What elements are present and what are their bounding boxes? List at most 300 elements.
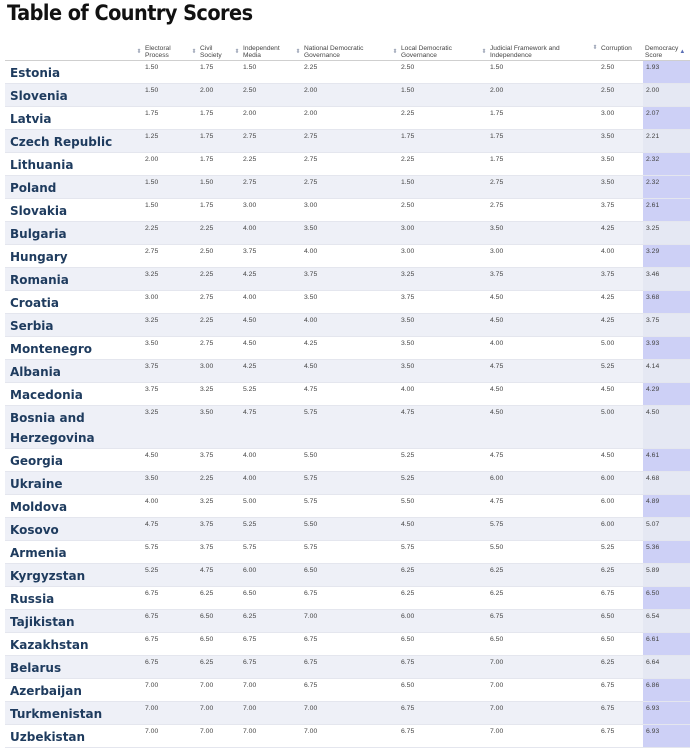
score-cell: 3.25: [190, 383, 233, 406]
democracy-score-cell: 2.07: [643, 107, 690, 130]
table-row: [5, 656, 690, 679]
democracy-score-cell: 4.89: [643, 495, 690, 518]
democracy-score-cell: 6.93: [643, 702, 690, 725]
score-cell: 1.75: [190, 153, 233, 176]
score-cell: 4.00: [233, 472, 294, 495]
score-cell: 1.75: [190, 130, 233, 153]
score-cell: 6.75: [294, 587, 391, 610]
score-cell: 2.00: [135, 153, 190, 176]
country-name: Armenia: [5, 541, 135, 564]
score-cell: 4.75: [294, 383, 391, 406]
score-cell: 5.00: [233, 495, 294, 518]
score-cell: 2.50: [591, 61, 643, 84]
score-cell: 1.50: [233, 61, 294, 84]
score-cell: 5.25: [591, 541, 643, 564]
score-cell: 1.25: [135, 130, 190, 153]
country-name: Latvia: [5, 107, 135, 130]
column-header-label: Civil Society: [200, 44, 222, 60]
score-cell: 7.00: [480, 725, 591, 748]
score-cell: 5.25: [591, 360, 643, 383]
table-row: [5, 176, 690, 199]
score-cell: 4.50: [480, 291, 591, 314]
score-cell: 1.50: [391, 84, 480, 107]
sort-icon[interactable]: ⬍: [234, 48, 240, 55]
score-cell: 2.75: [294, 130, 391, 153]
score-cell: 7.00: [190, 679, 233, 702]
country-name: Czech Republic: [5, 130, 135, 153]
score-cell: 3.50: [591, 153, 643, 176]
score-cell: 6.25: [480, 587, 591, 610]
score-cell: 6.75: [391, 702, 480, 725]
democracy-score-cell: 3.29: [643, 245, 690, 268]
score-cell: 6.25: [190, 587, 233, 610]
score-cell: 6.75: [233, 656, 294, 679]
table-header-row: [5, 38, 690, 61]
score-cell: 2.75: [480, 176, 591, 199]
score-cell: 5.75: [135, 541, 190, 564]
score-cell: 6.25: [233, 610, 294, 633]
score-cell: 6.25: [480, 564, 591, 587]
score-cell: 3.75: [190, 518, 233, 541]
country-name: Hungary: [5, 245, 135, 268]
score-cell: 2.25: [391, 107, 480, 130]
score-cell: 4.25: [591, 314, 643, 337]
score-cell: 6.00: [591, 472, 643, 495]
score-cell: 1.75: [480, 153, 591, 176]
table-row: [5, 61, 690, 84]
column-header-label: Electoral Process: [145, 44, 171, 60]
score-cell: 4.00: [480, 337, 591, 360]
score-cell: 6.50: [233, 587, 294, 610]
democracy-score-cell: 4.14: [643, 360, 690, 383]
score-cell: 4.50: [233, 337, 294, 360]
sort-icon[interactable]: ⬍: [392, 48, 398, 55]
country-name: Tajikistan: [5, 610, 135, 633]
score-cell: 6.75: [294, 679, 391, 702]
score-cell: 3.50: [294, 291, 391, 314]
country-name: Slovakia: [5, 199, 135, 222]
score-cell: 4.50: [391, 518, 480, 541]
score-cell: 4.75: [391, 406, 480, 449]
score-cell: 1.50: [135, 84, 190, 107]
table-row: [5, 84, 690, 107]
country-name: Bulgaria: [5, 222, 135, 245]
score-cell: 4.75: [480, 360, 591, 383]
score-cell: 2.25: [190, 314, 233, 337]
score-cell: 5.50: [391, 495, 480, 518]
score-cell: 4.25: [233, 268, 294, 291]
country-name: Croatia: [5, 291, 135, 314]
score-cell: 3.25: [135, 406, 190, 449]
column-header-independent-media[interactable]: [233, 38, 294, 61]
score-cell: 4.50: [480, 406, 591, 449]
score-cell: 2.50: [190, 245, 233, 268]
table-row: [5, 107, 690, 130]
democracy-score-cell: 6.50: [643, 587, 690, 610]
score-cell: 4.00: [294, 314, 391, 337]
democracy-score-cell: 2.00: [643, 84, 690, 107]
score-cell: 5.75: [294, 541, 391, 564]
score-cell: 5.75: [294, 406, 391, 449]
score-cell: 6.00: [391, 610, 480, 633]
score-cell: 3.25: [135, 268, 190, 291]
score-cell: 6.75: [233, 633, 294, 656]
table-row: [5, 587, 690, 610]
column-header-label: Democracy Score: [645, 44, 679, 60]
democracy-score-cell: 3.75: [643, 314, 690, 337]
score-cell: 4.75: [233, 406, 294, 449]
score-cell: 4.50: [480, 314, 591, 337]
score-cell: 7.00: [135, 725, 190, 748]
score-cell: 6.75: [135, 610, 190, 633]
score-cell: 5.25: [233, 518, 294, 541]
score-cell: 6.50: [391, 633, 480, 656]
score-cell: 1.75: [391, 130, 480, 153]
score-cell: 4.00: [294, 245, 391, 268]
score-cell: 1.50: [135, 61, 190, 84]
score-cell: 3.25: [135, 314, 190, 337]
score-cell: 6.25: [591, 564, 643, 587]
score-cell: 5.25: [391, 449, 480, 472]
democracy-score-cell: 6.54: [643, 610, 690, 633]
score-cell: 2.25: [135, 222, 190, 245]
score-cell: 4.50: [294, 360, 391, 383]
score-cell: 1.75: [135, 107, 190, 130]
sort-icon[interactable]: ⬍: [136, 48, 142, 55]
score-cell: 3.75: [190, 449, 233, 472]
score-cell: 6.25: [391, 587, 480, 610]
score-cell: 2.25: [233, 153, 294, 176]
score-cell: 7.00: [294, 702, 391, 725]
table-row: [5, 518, 690, 541]
score-cell: 6.75: [591, 587, 643, 610]
score-cell: 3.50: [135, 337, 190, 360]
democracy-score-cell: 3.68: [643, 291, 690, 314]
country-name: Bosnia and Herzegovina: [5, 406, 135, 449]
score-cell: 2.75: [190, 291, 233, 314]
score-cell: 7.00: [480, 679, 591, 702]
score-cell: 6.25: [591, 656, 643, 679]
score-cell: 4.75: [135, 518, 190, 541]
score-cell: 4.75: [480, 495, 591, 518]
score-cell: 5.75: [480, 518, 591, 541]
score-cell: 6.00: [480, 472, 591, 495]
score-cell: 4.50: [591, 449, 643, 472]
score-cell: 3.50: [391, 360, 480, 383]
score-cell: 3.50: [135, 472, 190, 495]
country-name: Slovenia: [5, 84, 135, 107]
score-cell: 4.25: [233, 360, 294, 383]
democracy-score-cell: 1.93: [643, 61, 690, 84]
score-cell: 6.75: [294, 656, 391, 679]
column-header-local-democratic-governance[interactable]: [391, 38, 480, 61]
table-row: [5, 449, 690, 472]
score-cell: 2.00: [294, 107, 391, 130]
column-header-corruption[interactable]: [591, 38, 643, 61]
score-cell: 6.00: [591, 495, 643, 518]
country-column-header: [5, 38, 135, 61]
country-name: Estonia: [5, 61, 135, 84]
score-cell: 1.50: [480, 61, 591, 84]
score-cell: 4.50: [135, 449, 190, 472]
score-cell: 2.25: [190, 222, 233, 245]
score-cell: 3.25: [391, 268, 480, 291]
score-cell: 1.75: [190, 107, 233, 130]
score-cell: 3.75: [233, 245, 294, 268]
score-cell: 7.00: [294, 610, 391, 633]
column-header-label: Independent Media: [243, 44, 280, 60]
democracy-score-cell: 4.61: [643, 449, 690, 472]
democracy-score-cell: 4.50: [643, 406, 690, 449]
table-row: [5, 314, 690, 337]
score-cell: 2.00: [190, 84, 233, 107]
democracy-score-cell: 3.93: [643, 337, 690, 360]
score-cell: 7.00: [233, 725, 294, 748]
table-row: [5, 472, 690, 495]
score-cell: 5.75: [391, 541, 480, 564]
country-name: Albania: [5, 360, 135, 383]
score-cell: 3.75: [135, 383, 190, 406]
table-row: [5, 564, 690, 587]
table-row: [5, 360, 690, 383]
score-cell: 1.50: [391, 176, 480, 199]
score-cell: 2.00: [233, 107, 294, 130]
country-name: Lithuania: [5, 153, 135, 176]
score-cell: 2.25: [190, 268, 233, 291]
score-cell: 2.75: [135, 245, 190, 268]
table-row: [5, 725, 690, 748]
score-cell: 2.50: [233, 84, 294, 107]
column-header-national-democratic-governance[interactable]: [294, 38, 391, 61]
column-header-democracy-score[interactable]: [643, 38, 690, 61]
score-cell: 6.50: [591, 633, 643, 656]
score-cell: 2.75: [190, 337, 233, 360]
democracy-score-cell: 2.61: [643, 199, 690, 222]
score-cell: 3.00: [480, 245, 591, 268]
score-cell: 6.50: [480, 633, 591, 656]
score-cell: 6.75: [135, 633, 190, 656]
democracy-score-cell: 5.89: [643, 564, 690, 587]
score-cell: 7.00: [190, 702, 233, 725]
score-cell: 1.75: [190, 61, 233, 84]
country-name: Kosovo: [5, 518, 135, 541]
table-row: [5, 337, 690, 360]
democracy-score-cell: 6.64: [643, 656, 690, 679]
country-name: Kyrgyzstan: [5, 564, 135, 587]
sort-icon[interactable]: ⬍: [592, 44, 598, 51]
score-cell: 4.00: [233, 449, 294, 472]
score-cell: 3.00: [391, 245, 480, 268]
score-cell: 3.00: [233, 199, 294, 222]
score-cell: 3.75: [190, 541, 233, 564]
score-cell: 6.50: [591, 610, 643, 633]
score-cell: 4.00: [591, 245, 643, 268]
score-cell: 2.25: [391, 153, 480, 176]
democracy-score-cell: 6.86: [643, 679, 690, 702]
score-cell: 6.50: [190, 610, 233, 633]
score-cell: 3.00: [391, 222, 480, 245]
score-cell: 6.75: [591, 679, 643, 702]
democracy-score-cell: 5.36: [643, 541, 690, 564]
country-name: Poland: [5, 176, 135, 199]
score-cell: 3.75: [480, 268, 591, 291]
score-cell: 2.75: [294, 153, 391, 176]
score-cell: 3.25: [190, 495, 233, 518]
score-cell: 1.75: [190, 199, 233, 222]
score-cell: 3.75: [591, 268, 643, 291]
country-name: Montenegro: [5, 337, 135, 360]
score-cell: 7.00: [480, 702, 591, 725]
country-name: Turkmenistan: [5, 702, 135, 725]
score-cell: 6.75: [294, 633, 391, 656]
score-cell: 1.50: [190, 176, 233, 199]
score-cell: 1.50: [135, 176, 190, 199]
country-name: Romania: [5, 268, 135, 291]
score-cell: 3.50: [480, 222, 591, 245]
score-cell: 2.50: [391, 61, 480, 84]
country-name: Moldova: [5, 495, 135, 518]
democracy-score-cell: 2.32: [643, 176, 690, 199]
score-cell: 5.00: [591, 406, 643, 449]
score-cell: 4.25: [294, 337, 391, 360]
column-header-label: Corruption: [601, 44, 632, 52]
score-cell: 1.75: [480, 130, 591, 153]
score-cell: 2.75: [233, 130, 294, 153]
country-name: Kazakhstan: [5, 633, 135, 656]
score-cell: 6.75: [135, 587, 190, 610]
country-name: Azerbaijan: [5, 679, 135, 702]
score-cell: 5.50: [294, 449, 391, 472]
score-cell: 6.75: [135, 656, 190, 679]
score-cell: 6.00: [591, 518, 643, 541]
score-cell: 7.00: [233, 679, 294, 702]
score-cell: 3.50: [190, 406, 233, 449]
page-title: Table of Country Scores: [7, 1, 253, 25]
sort-icon[interactable]: ⬍: [295, 48, 301, 55]
score-cell: 5.75: [233, 541, 294, 564]
score-cell: 6.50: [294, 564, 391, 587]
democracy-score-cell: 3.25: [643, 222, 690, 245]
score-cell: 6.00: [233, 564, 294, 587]
score-cell: 2.50: [591, 84, 643, 107]
score-cell: 1.75: [480, 107, 591, 130]
score-cell: 5.25: [233, 383, 294, 406]
table-body: [5, 61, 690, 748]
score-cell: 3.75: [391, 291, 480, 314]
column-header-label: Judicial Framework and Independence: [490, 44, 560, 60]
column-header-label: National Democratic Governance: [304, 44, 364, 60]
democracy-score-cell: 3.46: [643, 268, 690, 291]
democracy-score-cell: 6.93: [643, 725, 690, 748]
score-cell: 6.25: [190, 656, 233, 679]
democracy-score-cell: 6.61: [643, 633, 690, 656]
score-cell: 4.25: [591, 291, 643, 314]
country-name: Ukraine: [5, 472, 135, 495]
score-cell: 7.00: [480, 656, 591, 679]
score-cell: 7.00: [294, 725, 391, 748]
column-header-civil-society[interactable]: [190, 38, 233, 61]
score-cell: 4.75: [190, 564, 233, 587]
score-cell: 4.50: [591, 383, 643, 406]
score-cell: 6.75: [391, 656, 480, 679]
score-cell: 5.75: [294, 495, 391, 518]
score-cell: 4.00: [135, 495, 190, 518]
table-row: [5, 222, 690, 245]
score-cell: 2.50: [391, 199, 480, 222]
country-name: Macedonia: [5, 383, 135, 406]
table-row: [5, 633, 690, 656]
score-cell: 3.50: [391, 314, 480, 337]
score-cell: 5.25: [135, 564, 190, 587]
score-cell: 3.50: [294, 222, 391, 245]
score-cell: 2.25: [294, 61, 391, 84]
score-cell: 3.00: [190, 360, 233, 383]
column-header-judicial-framework[interactable]: [480, 38, 591, 61]
score-cell: 7.00: [190, 725, 233, 748]
country-name: Belarus: [5, 656, 135, 679]
democracy-score-cell: 4.29: [643, 383, 690, 406]
country-name: Georgia: [5, 449, 135, 472]
country-name: Uzbekistan: [5, 725, 135, 748]
score-cell: 6.50: [391, 679, 480, 702]
score-cell: 3.00: [294, 199, 391, 222]
score-cell: 3.00: [591, 107, 643, 130]
score-cell: 3.00: [135, 291, 190, 314]
score-cell: 5.25: [391, 472, 480, 495]
democracy-score-cell: 2.21: [643, 130, 690, 153]
table-row: [5, 383, 690, 406]
score-cell: 3.75: [294, 268, 391, 291]
score-cell: 3.50: [591, 176, 643, 199]
score-cell: 5.00: [591, 337, 643, 360]
table-row: [5, 291, 690, 314]
score-cell: 2.75: [294, 176, 391, 199]
table-row: [5, 130, 690, 153]
score-cell: 4.00: [233, 222, 294, 245]
democracy-score-cell: 5.07: [643, 518, 690, 541]
score-cell: 3.75: [135, 360, 190, 383]
score-cell: 3.50: [591, 130, 643, 153]
score-cell: 5.50: [294, 518, 391, 541]
score-cell: 5.50: [480, 541, 591, 564]
democracy-score-cell: 2.32: [643, 153, 690, 176]
score-cell: 6.25: [391, 564, 480, 587]
table-row: [5, 702, 690, 725]
sort-direction-icon: ▲: [679, 48, 686, 55]
score-cell: 4.00: [391, 383, 480, 406]
country-name: Serbia: [5, 314, 135, 337]
score-cell: 4.75: [480, 449, 591, 472]
sort-icon[interactable]: ⬍: [191, 48, 197, 55]
country-name: Russia: [5, 587, 135, 610]
sort-icon[interactable]: ⬍: [481, 48, 487, 55]
score-cell: 2.75: [480, 199, 591, 222]
score-cell: 6.50: [190, 633, 233, 656]
score-cell: 4.50: [233, 314, 294, 337]
table-row: [5, 199, 690, 222]
score-cell: 4.00: [233, 291, 294, 314]
score-cell: 4.25: [591, 222, 643, 245]
table-row: [5, 541, 690, 564]
score-cell: 7.00: [135, 679, 190, 702]
table-row: [5, 495, 690, 518]
country-scores-table: [5, 38, 690, 748]
table-row: [5, 153, 690, 176]
score-cell: 2.25: [190, 472, 233, 495]
score-cell: 6.75: [591, 702, 643, 725]
table-row: [5, 679, 690, 702]
column-header-electoral-process[interactable]: [135, 38, 190, 61]
